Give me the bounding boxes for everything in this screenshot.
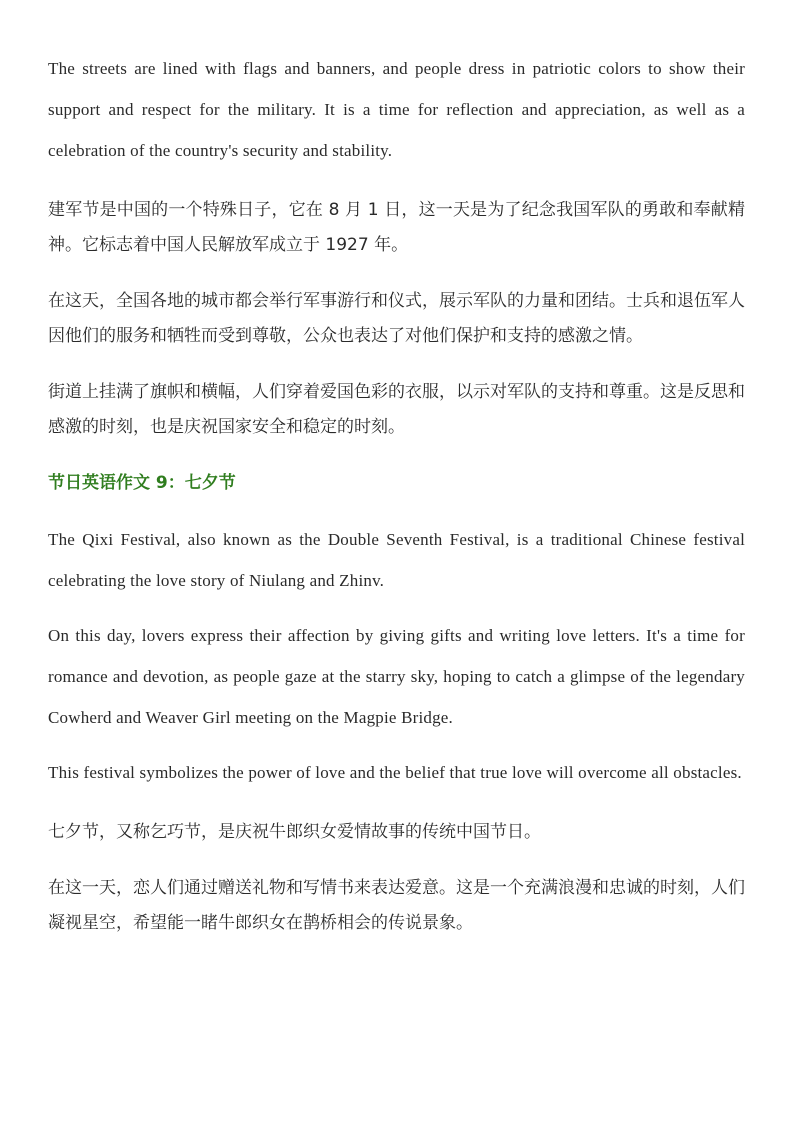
section-heading-qixi: 节日英语作文 9：七夕节: [48, 473, 236, 493]
paragraph-military-streets-en: The streets are lined with flags and banners, and people dress in patriotic colors to show their support and respect for the military. It is a time for reflection and appreciation, as well as a celebration of the country's security and stability.: [48, 59, 745, 160]
paragraph-qixi-intro-zh: 七夕节，又称乞巧节，是庆祝牛郎织女爱情故事的传统中国节日。: [48, 822, 541, 842]
paragraph-army-day-intro-zh: 建军节是中国的一个特殊日子，它在 8 月 1 日，这一天是为了纪念我国军队的勇敢和奉献精神。它标志着中国人民解放军成立于 1927 年。: [48, 200, 745, 255]
paragraph-qixi-intro-en: The Qixi Festival, also known as the Double Seventh Festival, is a traditional Chinese festival celebrating the love story of Niulang and Zhinv.: [48, 530, 745, 590]
document-page: [48, 48, 745, 962]
paragraph-army-day-parades-zh: 在这天，全国各地的城市都会举行军事游行和仪式，展示军队的力量和团结。士兵和退伍军人因他们的服务和牺牲而受到尊敬，公众也表达了对他们保护和支持的感激之情。: [48, 291, 745, 346]
paragraph-army-day-streets-zh: 街道上挂满了旗帜和横幅，人们穿着爱国色彩的衣服，以示对军队的支持和尊重。这是反思和感激的时刻，也是庆祝国家安全和稳定的时刻。: [48, 382, 745, 437]
paragraph-qixi-lovers-zh: 在这一天，恋人们通过赠送礼物和写情书来表达爱意。这是一个充满浪漫和忠诚的时刻，人们凝视星空，希望能一睹牛郎织女在鹊桥相会的传说景象。: [48, 878, 745, 933]
paragraph-qixi-lovers-en: On this day, lovers express their affection by giving gifts and writing love letters. It's a time for romance and devotion, as people gaze at the starry sky, hoping to catch a glimpse of the legendary Cowherd and Weaver Girl meeting on the Magpie Bridge.: [48, 626, 745, 727]
paragraph-qixi-symbol-en: This festival symbolizes the power of love and the belief that true love will overcome all obstacles.: [48, 763, 742, 782]
